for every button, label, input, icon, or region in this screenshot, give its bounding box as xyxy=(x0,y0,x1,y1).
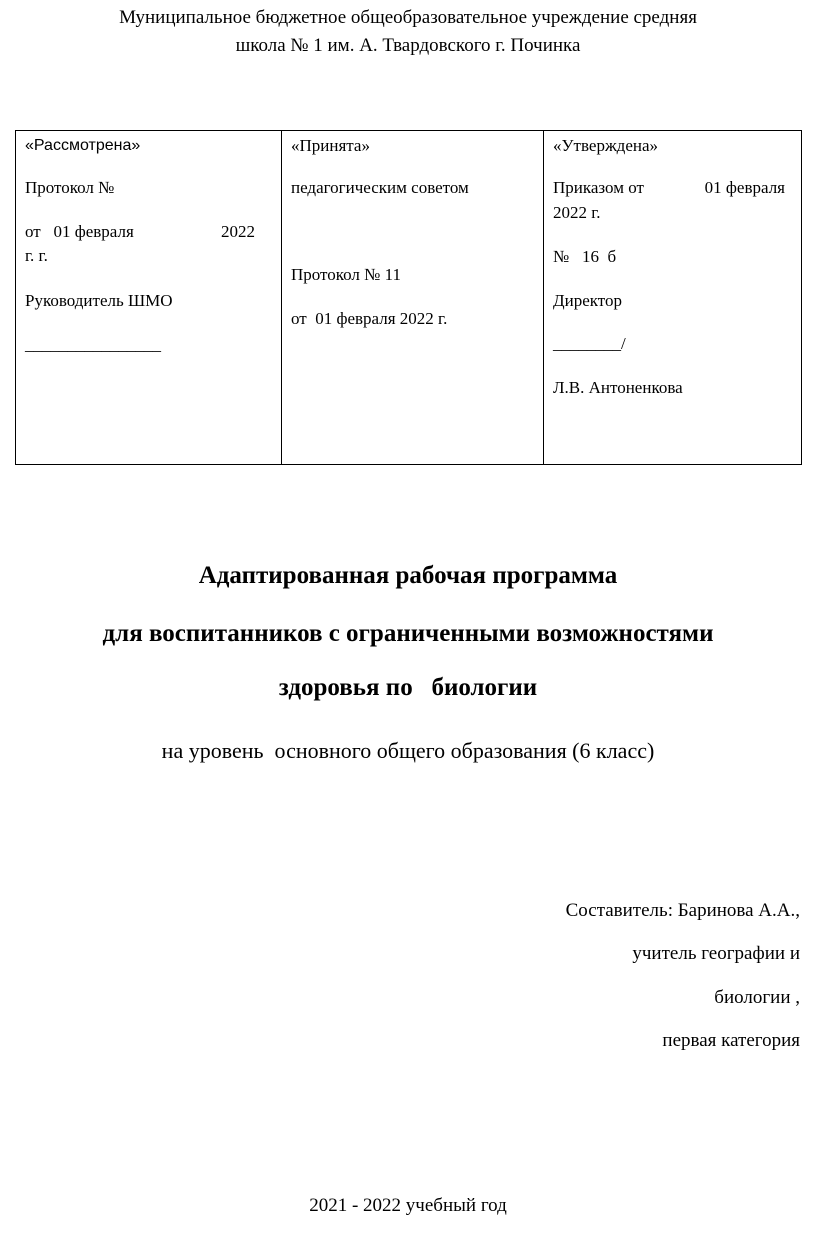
approved-order-date: 01 февраля xyxy=(704,178,785,197)
reviewed-protocol: Протокол № xyxy=(25,178,115,197)
accepted-body: педагогическим советом xyxy=(291,178,469,197)
accepted-date: от 01 февраля 2022 г. xyxy=(291,309,448,328)
author-name: Составитель: Баринова А.А., xyxy=(565,900,800,921)
reviewed-date xyxy=(25,222,275,242)
approved-director-name: Л.В. Антоненкова xyxy=(553,378,683,397)
author-subject: биологии , xyxy=(714,987,800,1008)
reviewed-date-prefix: от 01 февраля xyxy=(25,222,134,241)
approved-order-number: № 16 б xyxy=(553,247,617,266)
academic-year: 2021 - 2022 учебный год xyxy=(309,1195,507,1216)
reviewed-cell xyxy=(16,131,282,465)
accepted-heading: «Принята» xyxy=(291,136,370,155)
school-name-line-2: школа № 1 им. А. Твардовского г. Починка xyxy=(235,35,581,56)
title-line-3: здоровья по биологии xyxy=(278,674,538,701)
author-position: учитель географии и xyxy=(632,943,800,964)
reviewed-date-year: 2022 xyxy=(221,222,255,241)
reviewed-role: Руководитель ШМО xyxy=(25,291,173,310)
reviewed-heading: «Рассмотрена» xyxy=(25,137,141,154)
title-line-2: для воспитанников с ограниченными возможностями xyxy=(102,620,714,647)
approved-order-year: 2022 г. xyxy=(553,203,601,222)
education-level: на уровень основного общего образования (6 класс) xyxy=(161,738,655,763)
approved-signature-line: ________/ xyxy=(553,334,626,353)
author-category: первая категория xyxy=(662,1030,800,1051)
accepted-protocol: Протокол № 11 xyxy=(291,265,402,284)
reviewed-date-suffix: г. г. xyxy=(25,246,48,265)
reviewed-signature-line: ________________ xyxy=(25,335,161,354)
approved-order xyxy=(553,178,795,198)
approval-table xyxy=(15,130,802,465)
accepted-cell xyxy=(282,131,544,465)
approved-order-prefix: Приказом от xyxy=(553,178,644,197)
approved-heading: «Утверждена» xyxy=(553,136,659,155)
approved-role: Директор xyxy=(553,291,622,310)
school-name-line-1: Муниципальное бюджетное общеобразовательное учреждение средняя xyxy=(119,7,697,28)
title-line-1: Адаптированная рабочая программа xyxy=(198,562,618,589)
school-header xyxy=(0,4,816,60)
approved-cell xyxy=(544,131,802,465)
